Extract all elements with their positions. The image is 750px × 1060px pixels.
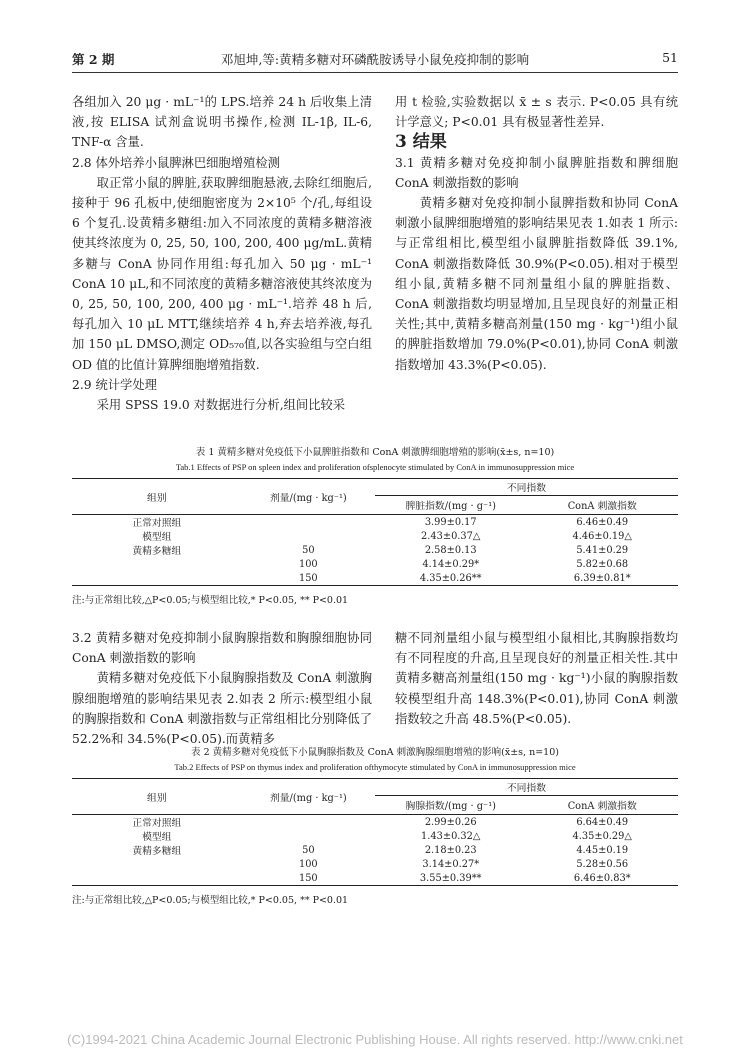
table-cell-group: 正常对照组 xyxy=(132,518,182,529)
table-1-header-dose: 剂量/(mg · kg⁻¹) xyxy=(242,479,375,515)
paragraph-spleen-results: 黄精多糖对免疫抑制小鼠脾指数和协同 ConA 刺激小鼠脾细胞增殖的影响结果见表 1.如表 1 所示:与正常组相比,模型组小鼠脾脏指数降低 39.1%, ConA 刺激指数降低 30.9%(P<0.05).相对于模型组小鼠,黄精多糖不同剂量组小鼠的脾脏指数、ConA 刺激指数均明显增加,且呈现良好的剂量正相关性;其中,黄精多糖高剂量(150 mg · kg⁻¹)组小鼠的脾脏指数增加 79.0%(P<0.01),协同 ConA 刺激指数增加 43.3%(P<0.05). xyxy=(395,196,678,372)
page-number: 51 xyxy=(662,50,678,65)
table-row xyxy=(72,843,678,857)
table-cell-value: 3.55±0.39** xyxy=(419,872,482,884)
table-2-caption-cn: 表 2 黄精多糖对免疫低下小鼠胸腺指数及 ConA 刺激胸腺细胞增殖的影响(x̄±s, n=10) xyxy=(191,747,559,758)
table-cell-value: 4.46±0.19△ xyxy=(572,530,632,542)
table-cell-dose: 150 xyxy=(298,572,318,584)
table-cell-group xyxy=(72,871,242,886)
table-1 xyxy=(72,478,678,586)
copyright-footer: (C)1994-2021 China Academic Journal Electronic Publishing House. All rights reserved. http://www.cnki.net xyxy=(67,1032,683,1047)
table-2-header-span: 不同指数 xyxy=(375,779,678,796)
table-cell-group xyxy=(72,857,242,871)
table-cell-value: 2.43±0.37△ xyxy=(421,530,481,542)
table-cell-value: 2.99±0.26 xyxy=(424,816,477,828)
table-row xyxy=(72,529,678,543)
paragraph-proliferation: 取正常小鼠的脾脏,获取脾细胞悬液,去除红细胞后,接种于 96 孔板中,使细胞密度为 2×10⁵ 个/孔,每组设 6 个复孔.设黄精多糖组:加入不同浓度的黄精多糖溶液使其终浓度为 0, 25, 50, 100, 200, 400 μg/mL.黄精多糖与 ConA 协同作用组:每孔加入 50 μg · mL⁻¹ ConA 10 μL,和不同浓度的黄精多糖溶液使其终浓度为 0, 25, 50, 100, 200, 400 μg · mL⁻¹.培养 48 h 后,每孔加入 10 μL MTT,继续培养 4 h,弃去培养液,每孔加 150 μL DMSO,测定 OD₅₇₀值,以各实验组与空白组 OD 值的比值计算脾细胞增殖指数. xyxy=(72,175,372,372)
table-cell-value: 5.82±0.68 xyxy=(576,558,629,570)
table-cell-value: 4.35±0.26** xyxy=(419,572,482,584)
header-rule xyxy=(72,72,678,73)
paragraph-lps: 各组加入 20 μg · mL⁻¹的 LPS.培养 24 h 后收集上清液,按 ELISA 试剂盒说明书操作,检测 IL-1β, IL-6, TNF-α 含量. xyxy=(72,95,372,150)
section-3-results: 3 结果 xyxy=(395,132,447,153)
table-row xyxy=(72,557,678,571)
table-cell-dose: 150 xyxy=(298,872,318,884)
table-1-caption-en: Tab.1 Effects of PSP on spleen index and proliferation ofsplenocyte stimulated by ConA in immunosuppression mice xyxy=(175,462,575,472)
heading-2-9: 2.9 统计学处理 xyxy=(72,377,157,392)
table-cell-value: 2.18±0.23 xyxy=(424,844,477,856)
table-2-header-dose: 剂量/(mg · kg⁻¹) xyxy=(242,779,375,815)
table-cell-dose xyxy=(242,815,375,830)
table-cell-value: 4.14±0.29* xyxy=(422,558,480,570)
table-1-note: 注:与正常组比较,△P<0.05;与模型组比较,* P<0.05, ** P<0.01 xyxy=(72,595,349,606)
paragraph-thymus-continued: 糖不同剂量组小鼠与模型组小鼠相比,其胸腺指数均有不同程度的升高,且呈现良好的剂量正相关性.其中黄精多糖高剂量组(150 mg · kg⁻¹)小鼠的胸腺指数较模型组升高 148.3%(P<0.01),协同 ConA 刺激指数较之升高 48.5%(P<0.05). xyxy=(395,631,678,726)
table-2-header-col2: ConA 刺激指数 xyxy=(567,801,637,812)
heading-3-2: 3.2 黄精多糖对免疫抑制小鼠胸腺指数和胸腺细胞协同 ConA 刺激指数的影响 xyxy=(72,631,372,666)
table-cell-value: 2.58±0.13 xyxy=(424,544,477,556)
issue-number: 第 2 期 xyxy=(72,52,115,67)
table-cell-group: 模型组 xyxy=(142,832,172,843)
table-cell-group: 黄精多糖组 xyxy=(132,546,182,557)
table-cell-dose: 100 xyxy=(298,558,318,570)
table-row xyxy=(72,815,678,830)
lower-right-column xyxy=(395,628,678,729)
right-column xyxy=(395,92,678,375)
table-row xyxy=(72,871,678,886)
table-cell-value: 6.46±0.49 xyxy=(576,516,629,528)
table-cell-dose: 50 xyxy=(302,544,315,556)
table-cell-value: 3.99±0.17 xyxy=(424,516,477,528)
table-cell-value: 3.14±0.27* xyxy=(422,858,480,870)
table-cell-group: 正常对照组 xyxy=(132,818,182,829)
table-1-header-col2: ConA 刺激指数 xyxy=(567,501,637,512)
table-1-header-group: 组别 xyxy=(72,479,242,515)
table-cell-value: 5.41±0.29 xyxy=(576,544,629,556)
table-2 xyxy=(72,778,678,886)
paragraph-ttest: 用 t 检验,实验数据以 x̄ ± s 表示. P<0.05 具有统计学意义; P<0.01 具有极显著性差异. xyxy=(395,95,678,130)
table-cell-group: 黄精多糖组 xyxy=(132,846,182,857)
table-cell-dose xyxy=(242,829,375,843)
table-2-header-col1: 胸腺指数/(mg · g⁻¹) xyxy=(405,801,496,812)
paragraph-statistics: 采用 SPSS 19.0 对数据进行分析,组间比较采 xyxy=(96,398,346,413)
table-cell-value: 4.35±0.29△ xyxy=(572,830,632,842)
table-2-block xyxy=(72,745,678,906)
table-cell-value: 5.28±0.56 xyxy=(576,858,629,870)
table-1-header-col1: 脾脏指数/(mg · g⁻¹) xyxy=(405,501,496,512)
table-1-header-span: 不同指数 xyxy=(375,479,678,496)
left-column xyxy=(72,92,372,415)
table-cell-dose: 50 xyxy=(302,844,315,856)
table-cell-value: 6.46±0.83* xyxy=(573,872,631,884)
table-cell-dose: 100 xyxy=(298,858,318,870)
heading-2-8: 2.8 体外培养小鼠脾淋巴细胞增殖检测 xyxy=(72,155,280,170)
table-2-note: 注:与正常组比较,△P<0.05;与模型组比较,* P<0.05, ** P<0.01 xyxy=(72,895,349,906)
heading-3-1: 3.1 黄精多糖对免疫抑制小鼠脾脏指数和脾细胞 ConA 刺激指数的影响 xyxy=(395,155,678,190)
table-row xyxy=(72,857,678,871)
table-cell-group xyxy=(72,557,242,571)
table-row xyxy=(72,515,678,530)
table-cell-value: 6.64±0.49 xyxy=(576,816,629,828)
table-row xyxy=(72,571,678,586)
running-header xyxy=(72,50,678,70)
table-cell-group xyxy=(72,571,242,586)
table-cell-value: 4.45±0.19 xyxy=(576,844,629,856)
table-1-block xyxy=(72,445,678,606)
table-row xyxy=(72,829,678,843)
table-2-caption-en: Tab.2 Effects of PSP on thymus index and proliferation ofthymocyte stimulated by ConA in immunosuppression mice xyxy=(174,762,576,772)
table-cell-dose xyxy=(242,529,375,543)
table-cell-value: 1.43±0.32△ xyxy=(421,830,481,842)
lower-left-column xyxy=(72,628,372,749)
table-1-caption-cn: 表 1 黄精多糖对免疫低下小鼠脾脏指数和 ConA 刺激脾细胞增殖的影响(x̄±s, n=10) xyxy=(195,447,555,458)
table-row xyxy=(72,543,678,557)
paragraph-thymus-results: 黄精多糖对免疫低下小鼠胸腺指数及 ConA 刺激胸腺细胞增殖的影响结果见表 2.如表 2 所示:模型组小鼠的胸腺指数和 ConA 刺激指数与正常组相比分别降低了 52.2%和 34.5%(P<0.05).而黄精多 xyxy=(72,671,372,747)
table-cell-group: 模型组 xyxy=(142,532,172,543)
table-2-header-group: 组别 xyxy=(72,779,242,815)
running-title: 邓旭坤,等:黄精多糖对环磷酰胺诱导小鼠免疫抑制的影响 xyxy=(220,52,530,67)
table-cell-value: 6.39±0.81* xyxy=(573,572,631,584)
table-cell-dose xyxy=(242,515,375,530)
